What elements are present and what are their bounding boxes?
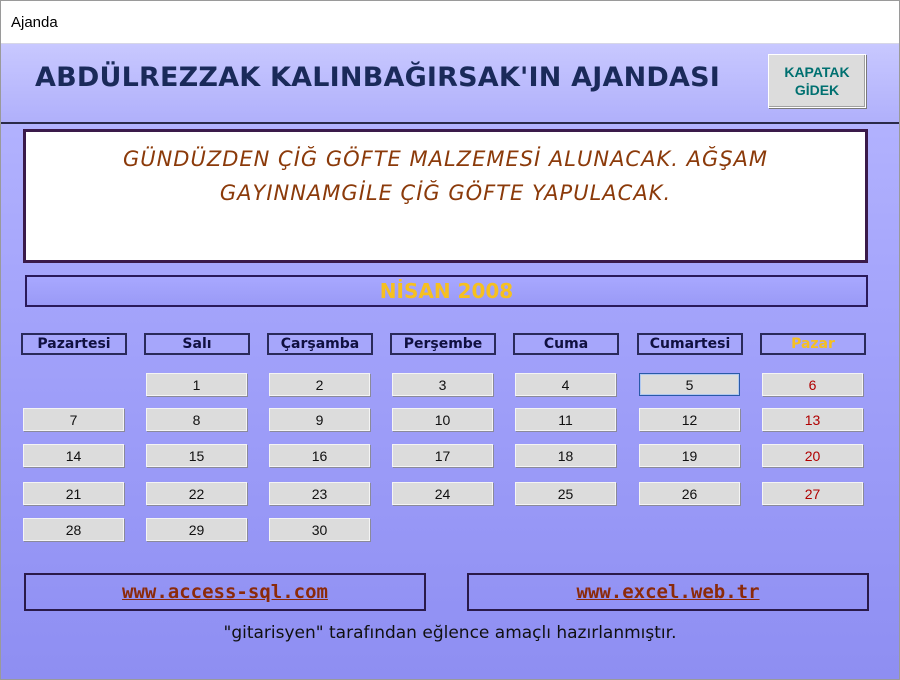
- date-number: 12: [681, 411, 698, 428]
- date-cell[interactable]: [392, 373, 493, 396]
- close-button-label: KAPATAK GİDEK: [784, 64, 850, 98]
- day-header-6: [760, 333, 866, 355]
- note-line: GÜNDÜZDEN ÇİĞ GÖFTE MALZEMESİ ALUNACAK. AĞŞAM: [122, 147, 769, 171]
- date-number: 4: [561, 376, 570, 393]
- date-cell[interactable]: [515, 482, 616, 505]
- date-cell[interactable]: [269, 482, 370, 505]
- day-header-5: [637, 333, 743, 355]
- footer-credit: "gitarisyen" tarafından eğlence amaçlı hazırlanmıştır.: [223, 623, 677, 643]
- date-cell[interactable]: [146, 373, 247, 396]
- date-cell[interactable]: [146, 444, 247, 467]
- date-number: 27: [804, 485, 821, 502]
- date-number: 22: [188, 485, 205, 502]
- date-number: 7: [69, 411, 78, 428]
- date-number: 1: [192, 376, 201, 393]
- note-line: GAYINNAMGİLE ÇİĞ GÖFTE YAPULACAK.: [219, 181, 672, 205]
- date-cell[interactable]: [392, 408, 493, 431]
- day-header-label: Pazar: [791, 336, 835, 352]
- date-number: 9: [315, 411, 324, 428]
- day-header-3: [390, 333, 496, 355]
- date-number: 2: [315, 376, 324, 393]
- date-number: 29: [188, 521, 205, 538]
- date-number: 30: [311, 521, 328, 538]
- date-number: 6: [808, 376, 817, 393]
- date-cell[interactable]: [146, 518, 247, 541]
- date-cell[interactable]: [762, 482, 863, 505]
- day-header-label: Pazartesi: [37, 336, 111, 352]
- date-cell[interactable]: [762, 408, 863, 431]
- date-cell[interactable]: [269, 518, 370, 541]
- date-cell[interactable]: [515, 408, 616, 431]
- date-cell[interactable]: [23, 408, 124, 431]
- date-number: 8: [192, 411, 201, 428]
- day-header-4: [513, 333, 619, 355]
- date-number: 14: [65, 447, 82, 464]
- month-label-box: [25, 275, 868, 307]
- date-number: 5: [685, 376, 694, 393]
- day-header-label: Cumartesi: [649, 336, 731, 352]
- date-number: 11: [558, 411, 573, 428]
- date-number: 18: [557, 447, 574, 464]
- date-cell[interactable]: [392, 444, 493, 467]
- header: [1, 44, 899, 124]
- day-header-label: Salı: [182, 336, 212, 352]
- date-number: 26: [681, 485, 698, 502]
- date-cell[interactable]: [762, 444, 863, 467]
- date-cell[interactable]: [23, 444, 124, 467]
- note-text: [26, 142, 865, 210]
- link-excel-web[interactable]: [467, 573, 869, 611]
- date-cell[interactable]: [639, 444, 740, 467]
- date-number: 19: [681, 447, 698, 464]
- day-header-1: [144, 333, 250, 355]
- date-cell[interactable]: [146, 482, 247, 505]
- date-cell[interactable]: [639, 482, 740, 505]
- close-button[interactable]: [768, 54, 866, 108]
- date-cell[interactable]: [269, 444, 370, 467]
- date-number: 24: [434, 485, 451, 502]
- date-number: 25: [557, 485, 574, 502]
- date-cell[interactable]: [23, 482, 124, 505]
- page-title: ABDÜLREZZAK KALINBAĞIRSAK'IN AJANDASI: [35, 62, 720, 93]
- day-header-2: [267, 333, 373, 355]
- link-excel-web-text[interactable]: www.excel.web.tr: [576, 581, 760, 603]
- date-cell[interactable]: [762, 373, 863, 396]
- note-box[interactable]: [23, 129, 868, 263]
- date-number: 15: [188, 447, 205, 464]
- day-header-label: Çarşamba: [280, 336, 360, 352]
- day-header-label: Perşembe: [403, 336, 483, 352]
- date-number: 3: [438, 376, 447, 393]
- agenda-form: [1, 44, 899, 680]
- date-cell[interactable]: [639, 373, 740, 396]
- date-cell[interactable]: [515, 373, 616, 396]
- window-title: Ajanda: [11, 14, 58, 31]
- date-cell[interactable]: [269, 373, 370, 396]
- date-number: 13: [804, 411, 821, 428]
- date-cell[interactable]: [269, 408, 370, 431]
- date-cell[interactable]: [515, 444, 616, 467]
- title-bar: [1, 1, 899, 44]
- date-cell[interactable]: [23, 518, 124, 541]
- date-number: 16: [311, 447, 328, 464]
- link-access-sql-text[interactable]: www.access-sql.com: [122, 581, 328, 603]
- month-label: NİSAN 2008: [379, 279, 514, 303]
- date-cell[interactable]: [639, 408, 740, 431]
- date-number: 10: [434, 411, 451, 428]
- day-header-0: [21, 333, 127, 355]
- day-header-label: Cuma: [543, 336, 589, 352]
- date-number: 20: [804, 447, 821, 464]
- date-number: 21: [65, 485, 82, 502]
- date-cell[interactable]: [392, 482, 493, 505]
- date-cell[interactable]: [146, 408, 247, 431]
- date-number: 28: [65, 521, 82, 538]
- date-number: 17: [434, 447, 451, 464]
- link-access-sql[interactable]: [24, 573, 426, 611]
- date-number: 23: [311, 485, 328, 502]
